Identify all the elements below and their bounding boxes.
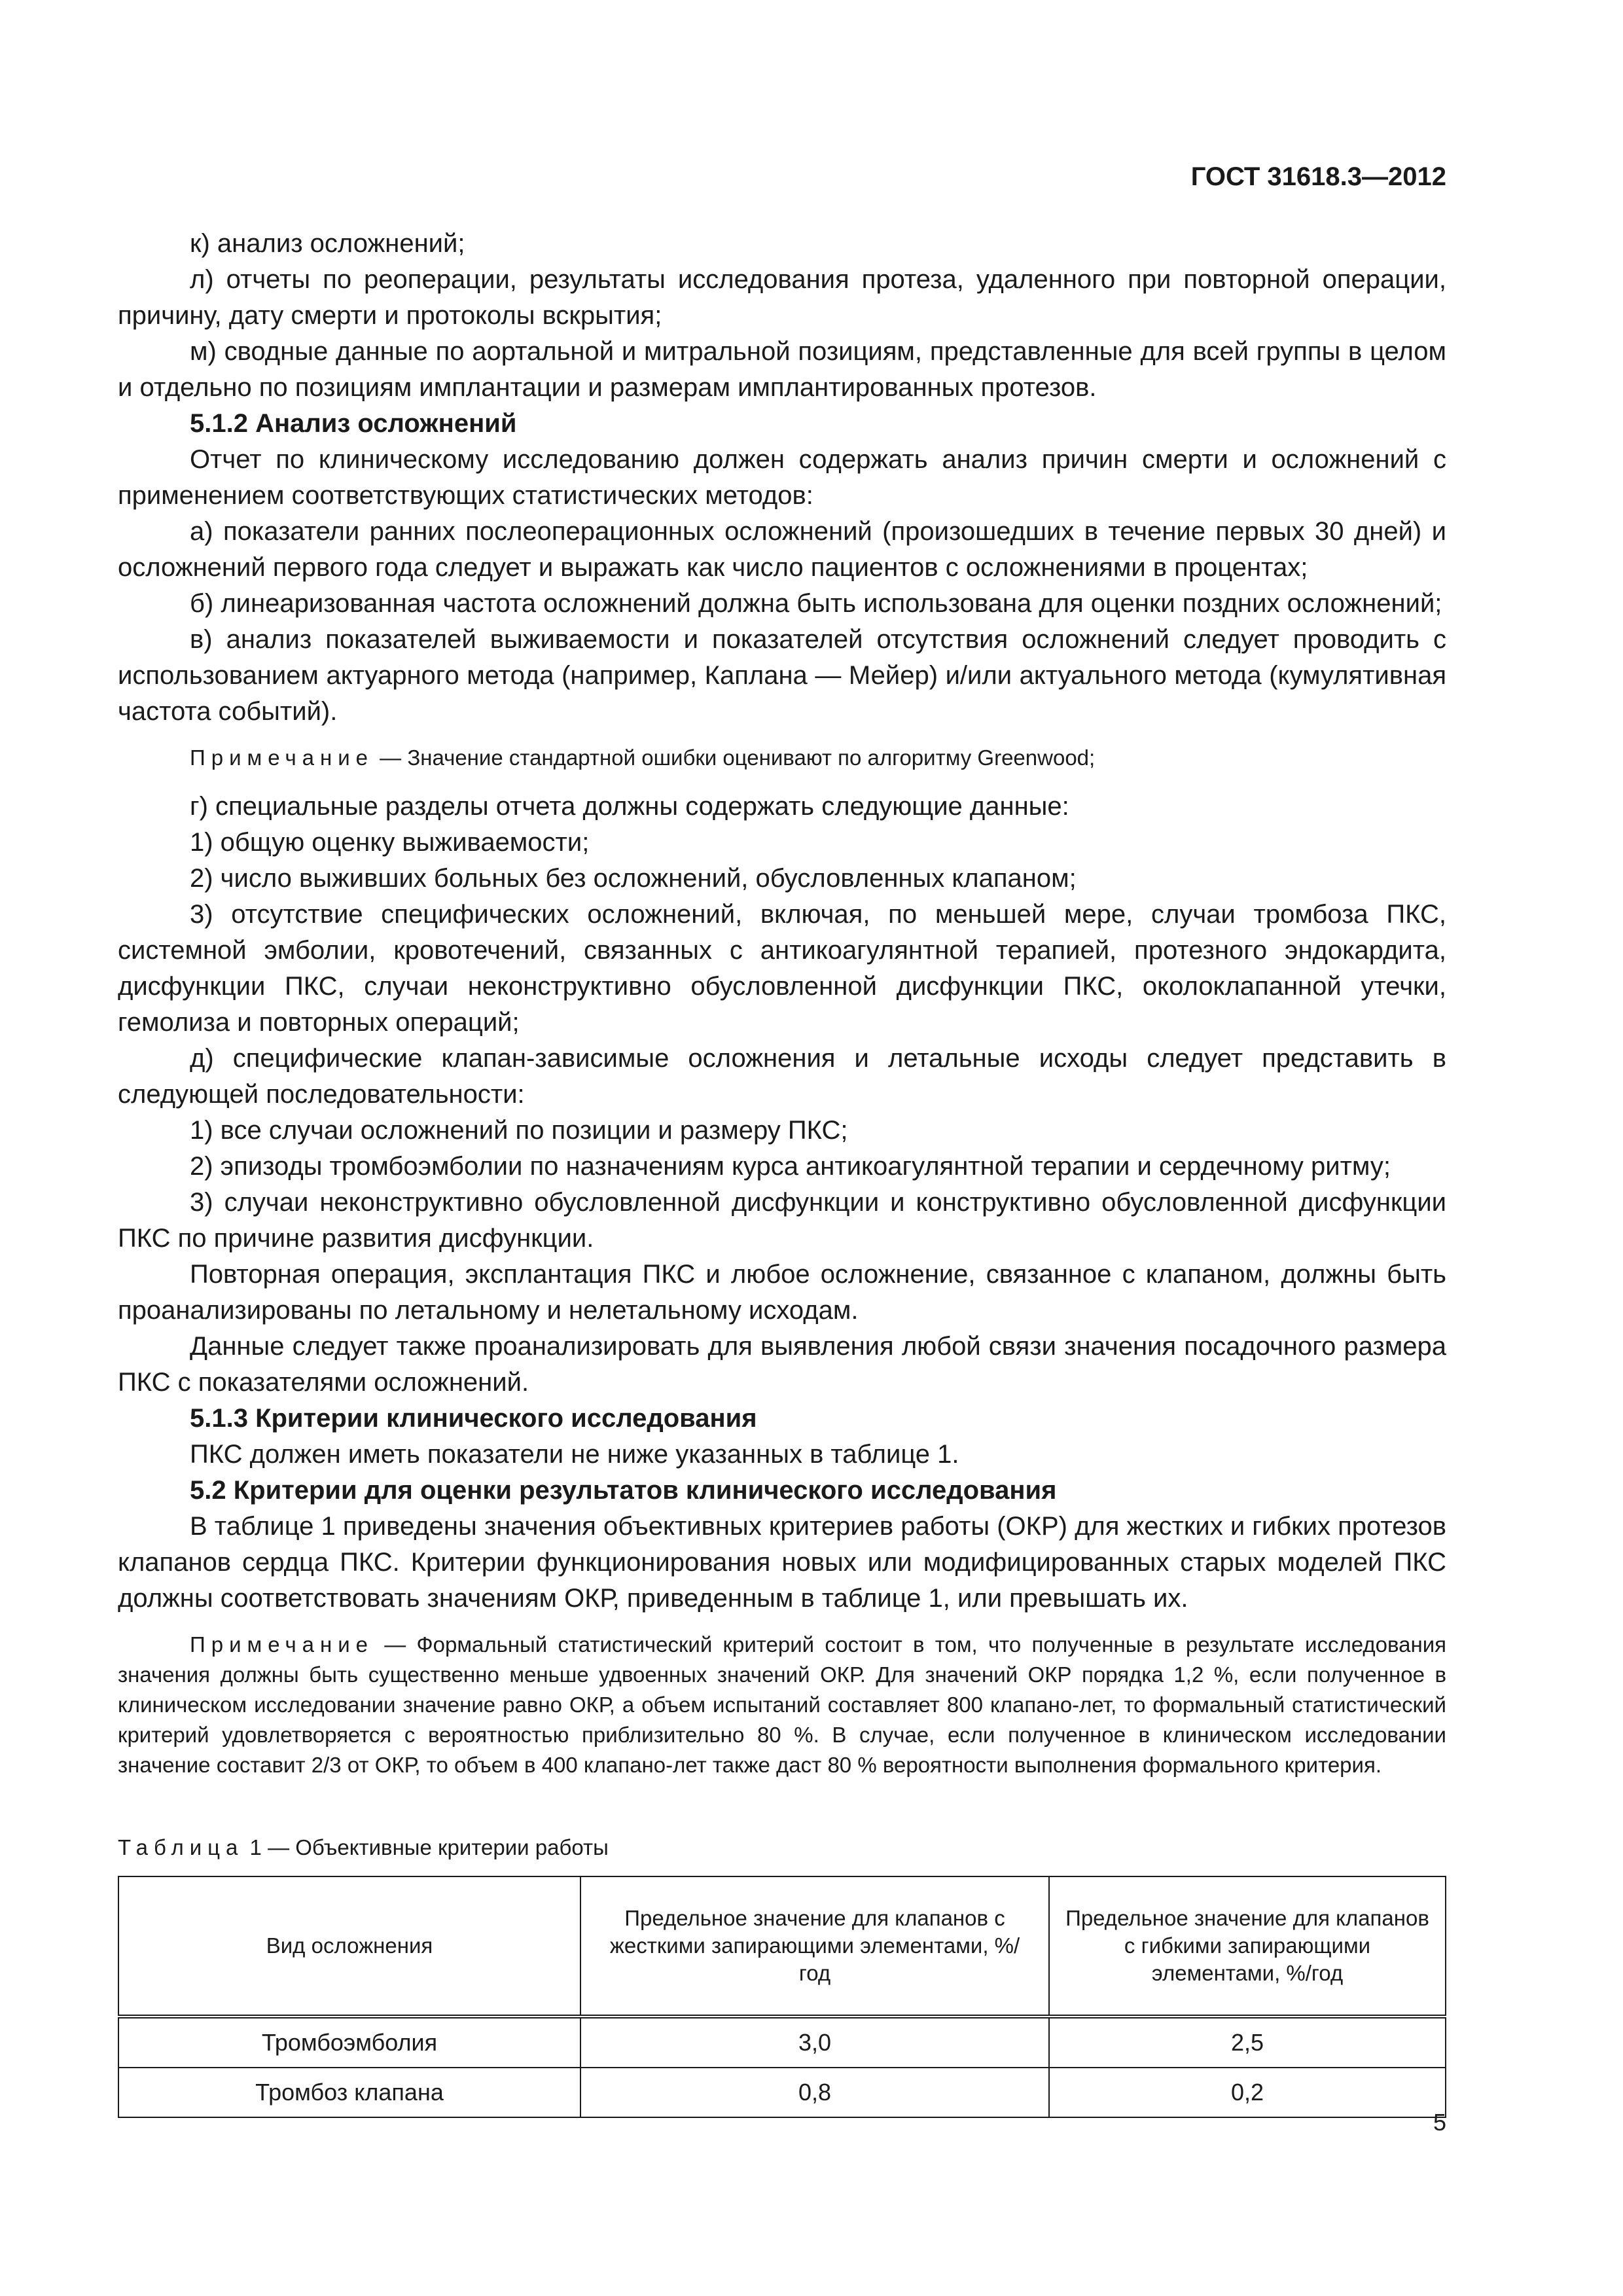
- table-cell: 0,8: [580, 2068, 1049, 2117]
- table-caption-text: 1 — Объективные критерии работы: [243, 1835, 609, 1859]
- table-row: [118, 2017, 1446, 2068]
- table-header-row: [118, 1876, 1446, 2017]
- note-label: Примечание: [190, 1632, 374, 1657]
- body-paragraph: г) специальные разделы отчета должны содержать следующие данные:: [190, 792, 1069, 821]
- table-caption: [118, 1833, 1446, 1863]
- col-header-complication: Вид осложнения: [118, 1876, 580, 2017]
- body-paragraph: 1) общую оценку выживаемости;: [190, 828, 590, 857]
- document-body: [118, 226, 1446, 2118]
- body-paragraph: 3) случаи неконструктивно обусловленной дисфункции и конструктивно обусловленной дисфункции ПКС по причине развития дисфункции.: [118, 1188, 1446, 1253]
- section-heading: 5.1.2 Анализ осложнений: [190, 409, 517, 438]
- body-paragraph: 2) эпизоды тромбоэмболии по назначениям курса антикоагулянтной терапии и сердечному ритму;: [190, 1152, 1391, 1181]
- page-number: 5: [1433, 2109, 1446, 2136]
- body-paragraph: Отчет по клиническому исследованию должен содержать анализ причин смерти и осложнений с применением соответствующих статистических методов:: [118, 445, 1446, 510]
- body-paragraph: В таблице 1 приведены значения объективных критериев работы (ОКР) для жестких и гибких протезов клапанов сердца ПКС. Критерии функционирования новых или модифицированных старых моделей ПКС должны соответствовать значениям ОКР, приведенным в таблице 1, или превышать их.: [118, 1512, 1446, 1613]
- body-paragraph: Данные следует также проанализировать для выявления любой связи значения посадочного размера ПКС с показателями осложнений.: [118, 1332, 1446, 1397]
- body-paragraph: ПКС должен иметь показатели не ниже указанных в таблице 1.: [190, 1440, 959, 1469]
- body-paragraph: б) линеаризованная частота осложнений должна быть использована для оценки поздних осложнений;: [190, 589, 1442, 618]
- note-paragraph: [118, 1630, 1446, 1780]
- col-header-rigid: Предельное значение для клапанов с жесткими запирающими элементами, %/год: [580, 1876, 1049, 2017]
- table-cell: 0,2: [1049, 2068, 1446, 2117]
- body-paragraph: Повторная операция, эксплантация ПКС и любое осложнение, связанное с клапаном, должны быть проанализированы по летальному и нелетальному исходам.: [118, 1260, 1446, 1325]
- table-cell: Тромбоз клапана: [118, 2068, 580, 2117]
- body-paragraph: 1) все случаи осложнений по позиции и размеру ПКС;: [190, 1116, 848, 1145]
- document-id: ГОСТ 31618.3—2012: [1190, 162, 1446, 191]
- table-cell: 3,0: [580, 2017, 1049, 2068]
- body-paragraph: в) анализ показателей выживаемости и показателей отсутствия осложнений следует проводить с использованием актуарного метода (например, Каплана — Мейер) и/или актуального метода (кумулятивная частота событий).: [118, 625, 1446, 726]
- col-header-flexible: Предельное значение для клапанов с гибкими запирающими элементами, %/год: [1049, 1876, 1446, 2017]
- body-paragraph: а) показатели ранних послеоперационных осложнений (произошедших в течение первых 30 дней) и осложнений первого года следует и выражать как число пациентов с осложнениями в процентах;: [118, 517, 1446, 582]
- body-paragraph: к) анализ осложнений;: [190, 229, 465, 258]
- body-paragraph: м) сводные данные по аортальной и митральной позициям, представленные для всей группы в целом и отдельно по позициям имплантации и размерам имплантированных протезов.: [118, 337, 1446, 402]
- table-caption-label: Таблица: [118, 1835, 244, 1859]
- section-heading: 5.1.3 Критерии клинического исследования: [190, 1404, 757, 1433]
- table-cell: Тромбоэмболия: [118, 2017, 580, 2068]
- note-label: Примечание: [190, 745, 374, 770]
- body-paragraph: 2) число выживших больных без осложнений, обусловленных клапаном;: [190, 864, 1077, 893]
- body-paragraph: л) отчеты по реоперации, результаты исследования протеза, удаленного при повторной операции, причину, дату смерти и протоколы вскрытия;: [118, 265, 1446, 330]
- note-text: — Значение стандартной ошибки оценивают по алгоритму Greenwood;: [374, 745, 1096, 770]
- section-heading: 5.2 Критерии для оценки результатов клинического исследования: [190, 1476, 1057, 1505]
- note-text: — Формальный статистический критерий состоит в том, что полученные в результате исследования значения должны быть существенно меньше удвоенных значений ОКР. Для значений ОКР порядка 1,2 %, если полученное в клиническом исследовании значение равно ОКР, а объем испытаний составляет 800 клапано-лет, то формальный статистический критерий удовлетворяется с вероятностью приблизительно 80 %. В случае, если полученное в клиническом исследовании значение составит 2/3 от ОКР, то объем в 400 клапано-лет также даст 80 % вероятности выполнения формального критерия.: [118, 1632, 1446, 1777]
- table-row: [118, 2068, 1446, 2117]
- body-paragraph: 3) отсутствие специфических осложнений, включая, по меньшей мере, случаи тромбоза ПКС, системной эмболии, кровотечений, связанных с антикоагулянтной терапией, протезного эндокардита, дисфункции ПКС, случаи неконструктивно обусловленной дисфункции ПКС, околоклапанной утечки, гемолиза и повторных операций;: [118, 900, 1446, 1037]
- note-paragraph: [118, 743, 1446, 773]
- paragraph-list: [118, 226, 1446, 1780]
- criteria-table: [118, 1876, 1446, 2118]
- table-cell: 2,5: [1049, 2017, 1446, 2068]
- body-paragraph: д) специфические клапан-зависимые осложнения и летальные исходы следует представить в следующей последовательности:: [118, 1044, 1446, 1109]
